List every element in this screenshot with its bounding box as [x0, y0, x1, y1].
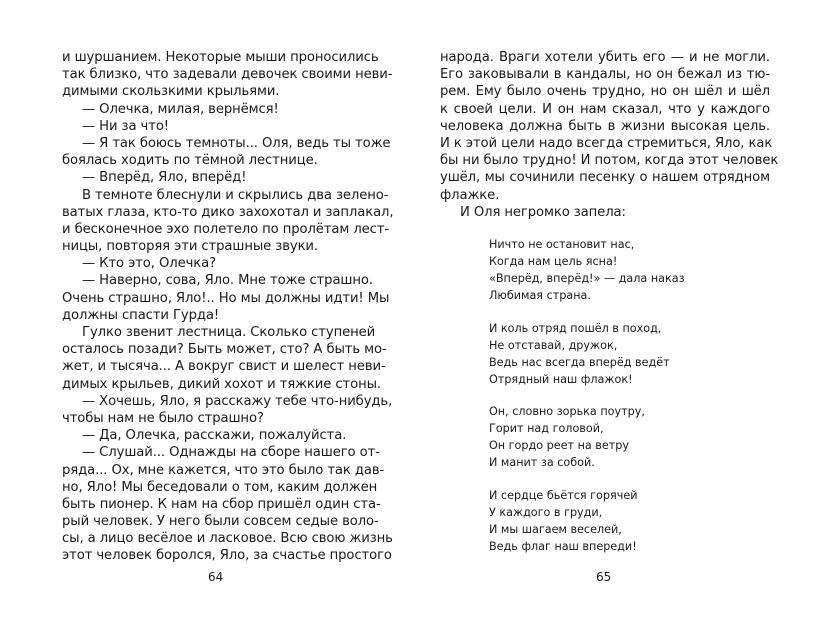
poem-line: И коль отряд пошёл в поход,: [489, 321, 662, 335]
right-page-text: [440, 49, 779, 221]
poem-line: И манит за собой.: [489, 456, 595, 469]
poem-stanza: [489, 487, 685, 555]
text-line: и бесконечное эхо полетело по пролётам лест-: [62, 221, 390, 237]
text-line: И к этой цели надо всегда стремиться, Яло, как: [440, 135, 773, 151]
text-line: осталось позади? Быть может, сто? А быть мо-: [62, 342, 387, 358]
text-line: В темноте блеснули и скрылись два зелено-: [82, 187, 389, 203]
poem-line: Когда нам цель ясна!: [489, 255, 618, 268]
text-line: Гулко звенит лестница. Сколько ступеней: [82, 325, 376, 340]
text-line: — Хочешь, Яло, я расскажу тебе что-нибудь,: [82, 393, 393, 409]
poem-stanza: [489, 236, 685, 304]
text-line: — Вперёд, Яло, вперёд!: [82, 170, 247, 186]
text-line: флажке.: [440, 187, 500, 203]
text-line: так близко, что задевали девочек своими неви-: [62, 67, 393, 83]
text-line: жет, и тысяча... А вокруг свист и шелест неви-: [62, 359, 386, 375]
text-line: к своей цели. И он нам сказал, что у каждого: [440, 101, 770, 117]
poem-stanza: [489, 403, 685, 471]
poem-line: Не отставай, дружок,: [489, 338, 618, 352]
text-line: — Кто это, Олечка?: [82, 256, 217, 272]
text-line: Его заковывали в кандалы, но он бежал из тю-: [440, 67, 770, 83]
text-line: димыми скользкими крыльями.: [62, 84, 280, 100]
poem-line: Он гордо реет на ветру: [489, 439, 630, 452]
poem-line: Он, словно зорька поутру,: [489, 405, 645, 418]
poem-line: Ведь нас всегда вперёд ведёт: [489, 355, 670, 369]
text-line: И Оля негромко запела:: [460, 204, 626, 220]
text-line: — Слушай... Однажды на сборе нашего от-: [82, 445, 380, 461]
poem-line: И сердце бьётся горячей: [489, 488, 638, 502]
page-number-left: 64: [208, 570, 224, 584]
text-line: ницы, повторяя эти страшные звуки.: [62, 239, 318, 255]
text-line: — Я так боюсь темноты... Оля, ведь ты тоже: [82, 135, 391, 151]
text-line: должны спасти Гурда!: [62, 307, 220, 323]
left-page-text: [62, 49, 394, 565]
text-line: быть пионер. К нам на сбор пришёл один ста-: [62, 496, 381, 512]
text-line: и шуршанием. Некоторые мыши проносились: [62, 50, 379, 65]
song-poem: [489, 236, 685, 570]
poem-line: Любимая страна.: [489, 289, 591, 302]
text-line: народа. Враги хотели убить его — и не могли.: [440, 50, 770, 65]
text-line: рем. Ему было очень трудно, но он шёл и шёл: [440, 84, 770, 100]
text-line: ушёл, мы сочинили песенку о нашем отрядном: [440, 170, 770, 186]
poem-line: Горит над головой,: [489, 422, 604, 435]
text-line: — Ни за что!: [82, 118, 169, 134]
text-line: рый человек. У него были совсем седые воло-: [62, 514, 379, 530]
text-line: чтобы нам не было страшно?: [62, 410, 264, 426]
text-line: — Олечка, милая, вернёмся!: [82, 101, 279, 117]
poem-line: И мы шагаем веселей,: [489, 522, 622, 536]
poem-line: Ничто не остановит нас,: [489, 238, 635, 251]
page-number-right: 65: [596, 570, 612, 584]
poem-line: У каждого в груди,: [489, 505, 603, 519]
text-line: бы ни было трудно! И потом, когда этот человек: [440, 153, 779, 169]
poem-stanza: [489, 320, 685, 388]
poem-line: Отрядный наш флажок!: [489, 372, 633, 386]
text-line: человека должна быть в жизни высокая цель.: [440, 118, 770, 134]
text-line: Очень страшно, Яло!.. Но мы должны идти! Мы: [62, 290, 390, 306]
poem-line: «Вперёд, вперёд!» — дала наказ: [489, 272, 685, 285]
text-line: сы, а лицо весёлое и ласковое. Всю свою жизнь: [62, 531, 393, 547]
text-line: ватых глаза, кто-то дико захохотал и заплакал,: [62, 204, 394, 220]
text-line: этот человек боролся, Яло, за счастье простого: [62, 548, 392, 564]
text-line: но, Яло! Мы беседовали о том, каким должен: [62, 479, 378, 495]
text-line: — Да, Олечка, расскажи, пожалуйста.: [82, 428, 347, 444]
text-line: димых крыльев, дикий хохот и тяжкие стоны.: [62, 376, 381, 392]
text-line: боялась ходить по тёмной лестнице.: [62, 153, 318, 169]
poem-line: Ведь флаг наш впереди!: [489, 539, 637, 553]
text-line: — Наверно, сова, Яло. Мне тоже страшно.: [82, 273, 373, 289]
text-line: ряда... Ох, мне кажется, что это было так дав-: [62, 462, 385, 478]
